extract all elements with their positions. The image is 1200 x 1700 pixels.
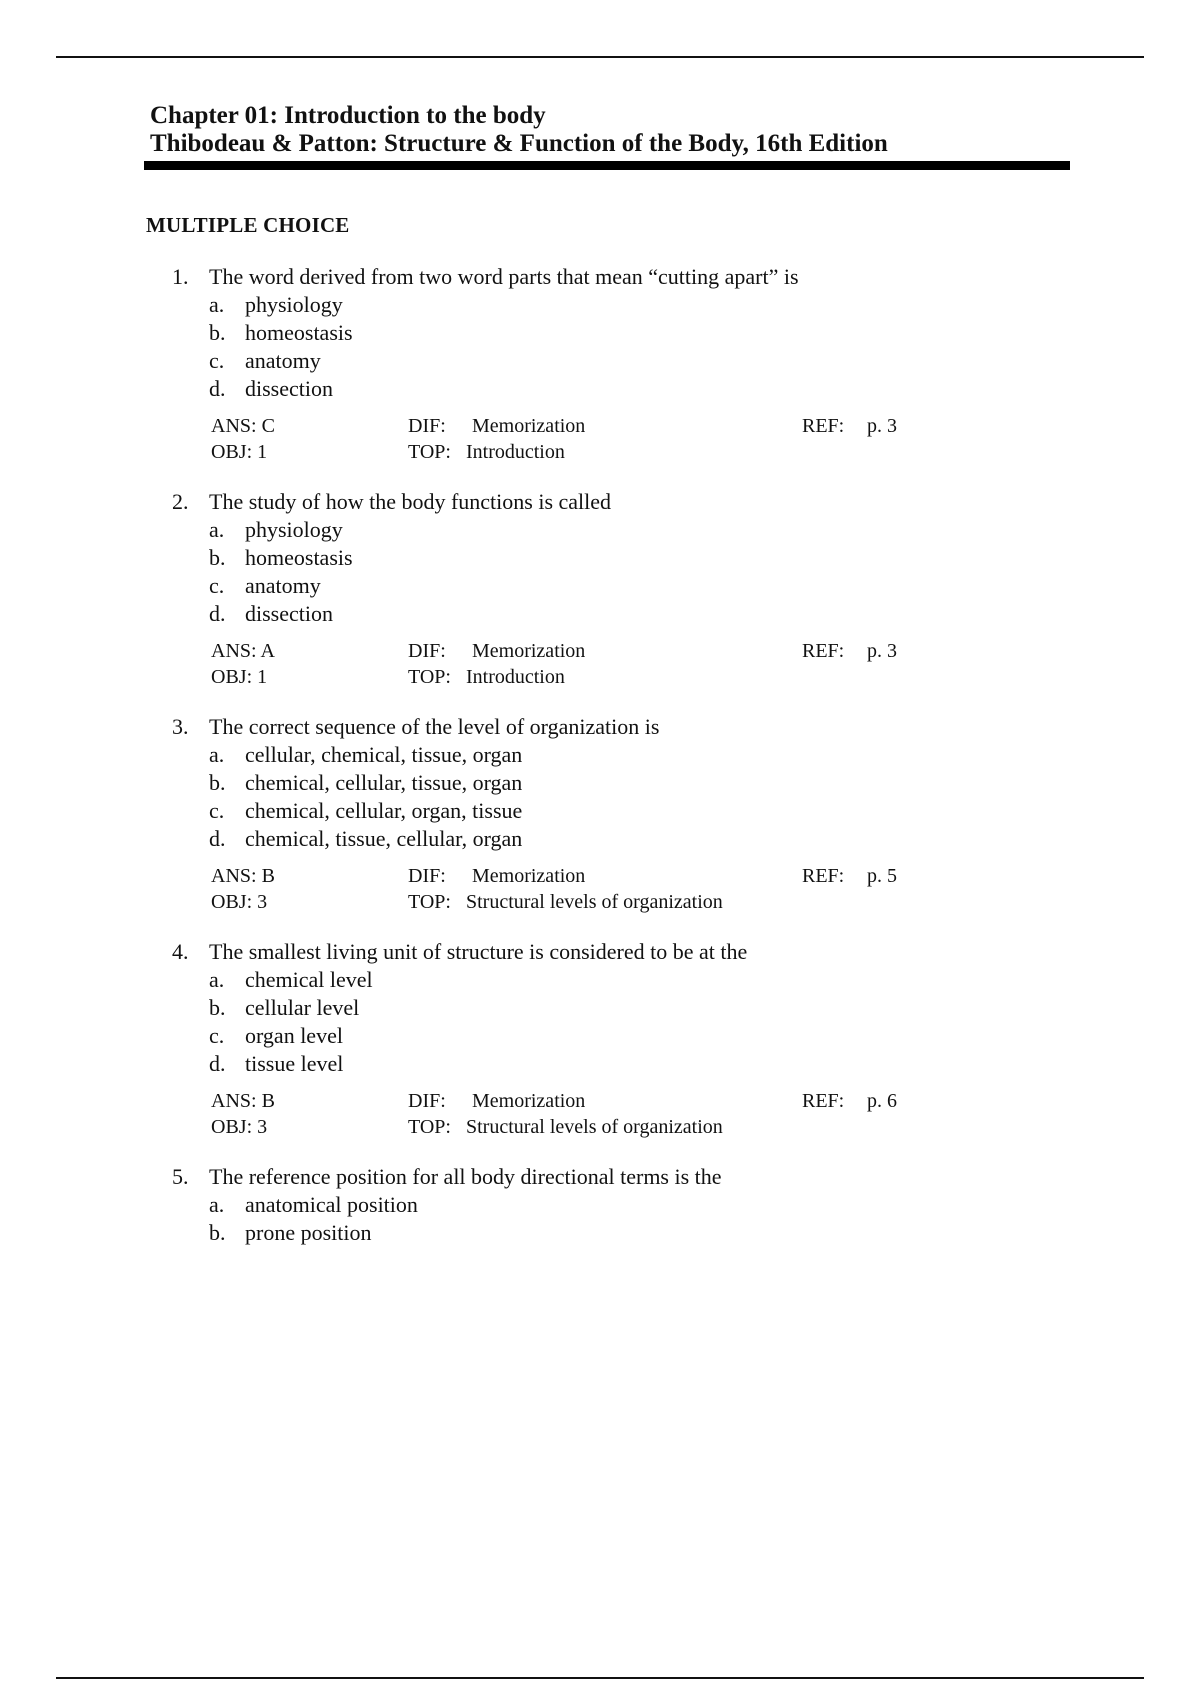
option-text: homeostasis — [245, 320, 353, 345]
bottom-rule — [56, 1677, 1144, 1679]
reference-label: REF: — [802, 415, 845, 437]
option-text: chemical, cellular, organ, tissue — [245, 798, 523, 823]
answer-metadata — [0, 638, 1200, 690]
option-text: chemical, cellular, tissue, organ — [245, 770, 523, 795]
topic-value: Introduction — [466, 441, 565, 463]
top-rule — [56, 56, 1144, 58]
answer-option — [0, 994, 1200, 1022]
option-label: c. — [209, 348, 225, 373]
option-label: b. — [209, 995, 226, 1020]
difficulty-value: Memorization — [472, 1090, 586, 1112]
topic-label: TOP: — [408, 441, 451, 463]
question-item — [0, 262, 1200, 465]
question-stem — [0, 937, 1200, 966]
answer-option — [0, 825, 1200, 853]
option-text: dissection — [245, 376, 333, 401]
difficulty-value: Memorization — [472, 865, 586, 887]
answer-option — [0, 741, 1200, 769]
reference-value: p. 3 — [867, 415, 897, 437]
option-text: organ level — [245, 1023, 343, 1048]
option-text: dissection — [245, 601, 333, 626]
question-number: 4. — [172, 939, 189, 964]
objective: OBJ: 3 — [211, 891, 268, 913]
option-text: physiology — [245, 292, 343, 317]
objective: OBJ: 1 — [211, 441, 268, 463]
answer-key: ANS: C — [211, 415, 275, 437]
answer-metadata — [0, 1088, 1200, 1140]
option-text: anatomical position — [245, 1192, 418, 1217]
answer-option — [0, 1050, 1200, 1078]
question-text: The word derived from two word parts that mean “cutting apart” is — [209, 264, 799, 289]
difficulty-label: DIF: — [408, 865, 446, 887]
option-text: chemical, tissue, cellular, organ — [245, 826, 523, 851]
question-stem — [0, 487, 1200, 516]
chapter-title: Chapter 01: Introduction to the body — [150, 102, 546, 129]
question-number: 5. — [172, 1164, 189, 1189]
reference-value: p. 3 — [867, 640, 897, 662]
question-item — [0, 712, 1200, 915]
reference-label: REF: — [802, 1090, 845, 1112]
option-label: b. — [209, 770, 226, 795]
option-label: d. — [209, 376, 226, 401]
answer-option — [0, 375, 1200, 403]
answer-metadata — [0, 413, 1200, 465]
difficulty-label: DIF: — [408, 415, 446, 437]
question-number: 3. — [172, 714, 189, 739]
answer-option — [0, 347, 1200, 375]
option-text: cellular level — [245, 995, 360, 1020]
option-text: homeostasis — [245, 545, 353, 570]
answer-option — [0, 797, 1200, 825]
option-label: b. — [209, 320, 226, 345]
topic-value: Structural levels of organization — [466, 1116, 723, 1138]
answer-option — [0, 516, 1200, 544]
topic-label: TOP: — [408, 891, 451, 913]
question-item — [0, 1162, 1200, 1247]
book-title: Thibodeau & Patton: Structure & Function of the Body, 16th Edition — [150, 130, 888, 157]
answer-key: ANS: B — [211, 1090, 275, 1112]
answer-option — [0, 600, 1200, 628]
question-text: The study of how the body functions is called — [209, 489, 612, 514]
option-label: a. — [209, 292, 225, 317]
answer-option — [0, 769, 1200, 797]
objective: OBJ: 1 — [211, 666, 268, 688]
question-list — [0, 262, 1200, 1269]
topic-value: Introduction — [466, 666, 565, 688]
option-text: prone position — [245, 1220, 372, 1245]
document-header — [150, 102, 1070, 158]
option-label: b. — [209, 1220, 226, 1245]
reference-label: REF: — [802, 640, 845, 662]
option-label: d. — [209, 1051, 226, 1076]
option-label: c. — [209, 798, 225, 823]
reference-value: p. 6 — [867, 1090, 897, 1112]
option-label: c. — [209, 1023, 225, 1048]
topic-value: Structural levels of organization — [466, 891, 723, 913]
answer-option — [0, 966, 1200, 994]
answer-option — [0, 544, 1200, 572]
answer-metadata — [0, 863, 1200, 915]
question-stem — [0, 1162, 1200, 1191]
difficulty-label: DIF: — [408, 1090, 446, 1112]
option-label: a. — [209, 967, 225, 992]
header-divider — [144, 161, 1070, 170]
option-text: physiology — [245, 517, 343, 542]
difficulty-value: Memorization — [472, 415, 586, 437]
difficulty-value: Memorization — [472, 640, 586, 662]
answer-option — [0, 291, 1200, 319]
option-label: a. — [209, 517, 225, 542]
option-text: chemical level — [245, 967, 373, 992]
answer-option — [0, 1022, 1200, 1050]
question-text: The smallest living unit of structure is considered to be at the — [209, 939, 748, 964]
option-text: tissue level — [245, 1051, 344, 1076]
answer-option — [0, 1219, 1200, 1247]
answer-key: ANS: A — [211, 640, 275, 662]
topic-label: TOP: — [408, 666, 451, 688]
question-text: The reference position for all body directional terms is the — [209, 1164, 722, 1189]
question-number: 1. — [172, 264, 189, 289]
option-label: b. — [209, 545, 226, 570]
question-stem — [0, 712, 1200, 741]
option-text: anatomy — [245, 348, 321, 373]
option-label: d. — [209, 601, 226, 626]
option-label: c. — [209, 573, 225, 598]
question-stem — [0, 262, 1200, 291]
option-text: cellular, chemical, tissue, organ — [245, 742, 523, 767]
option-label: a. — [209, 742, 225, 767]
reference-label: REF: — [802, 865, 845, 887]
difficulty-label: DIF: — [408, 640, 446, 662]
question-text: The correct sequence of the level of organization is — [209, 714, 660, 739]
objective: OBJ: 3 — [211, 1116, 268, 1138]
option-label: d. — [209, 826, 226, 851]
question-item — [0, 937, 1200, 1140]
question-item — [0, 487, 1200, 690]
option-label: a. — [209, 1192, 225, 1217]
question-number: 2. — [172, 489, 189, 514]
answer-key: ANS: B — [211, 865, 275, 887]
answer-option — [0, 572, 1200, 600]
topic-label: TOP: — [408, 1116, 451, 1138]
reference-value: p. 5 — [867, 865, 897, 887]
answer-option — [0, 319, 1200, 347]
answer-option — [0, 1191, 1200, 1219]
section-title: MULTIPLE CHOICE — [146, 213, 350, 237]
option-text: anatomy — [245, 573, 321, 598]
